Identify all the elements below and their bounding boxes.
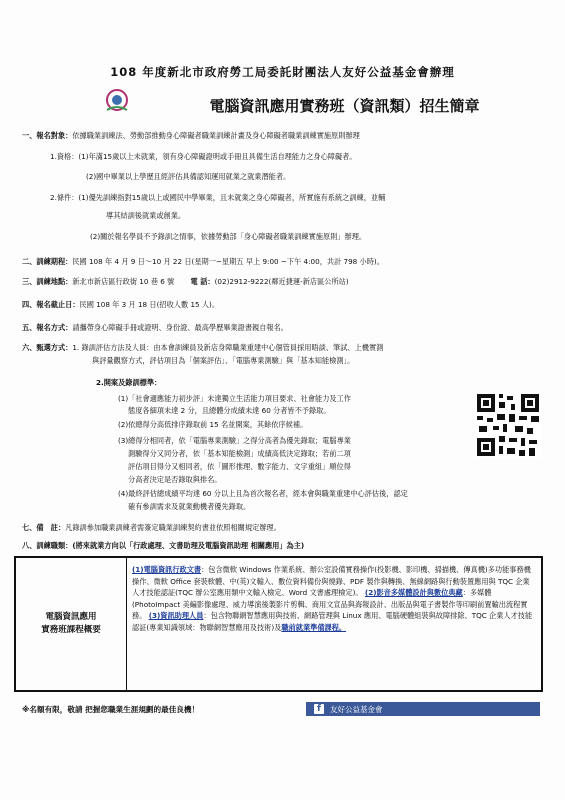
- section-schedule: [22, 256, 384, 267]
- section-selection: [22, 342, 383, 353]
- course-summary-content: [132, 564, 536, 633]
- page-title: 電腦資訊應用實務班（資訊類）招生簡章: [209, 97, 480, 115]
- course-summary-heading: [16, 558, 127, 690]
- section-label: 三、訓練地點：: [22, 277, 73, 286]
- section-registration: [22, 322, 288, 333]
- condition-1-cont: 導其結訓後就業或創業。: [106, 211, 186, 220]
- course-part-2-title: (2)影音多媒體設計與數位典藏: [364, 588, 463, 597]
- course-part-3-body: ：包含物聯網智慧應用與技術、網路管理與 Linux 應用、電腦硬體組裝與故障排除、TQC 企業人才技能認証(專業知識領域：物聯網智慧應用及技術)及: [132, 611, 533, 632]
- course-summary-table: [14, 556, 543, 692]
- selection-item-1-cont: 與評量觀察方式，評估項目為「個案評估」、「電腦專業測驗」與「基本知能檢測」。: [92, 356, 355, 365]
- section-text: 依據職業訓練法、勞動部推動身心障礙者職業訓練計畫及身心障礙者職業訓練實施原則辦理: [72, 131, 360, 140]
- section-location: [22, 276, 349, 287]
- qr-code-icon[interactable]: [475, 392, 541, 458]
- section-training-category: [22, 540, 304, 551]
- facebook-icon: f: [314, 704, 324, 714]
- section-label: 一、報名對象：: [22, 131, 73, 140]
- section-eligibility: [22, 130, 360, 141]
- course-part-1-body: ：包含微軟 Windows 作業系統、辦公室設備實務操作(投影機、影印機、掃描機、傳真機)多功能事務機操作、微軟 Office 套裝軟體、中(英)文輸入、數位資料備份與燒錄、PDF 製作與轉換、無線網路與行動裝置應用與 TQC 企業人才技能認証(TQC 辦公室應用類中文輸入檢定、Word 文書處理檢定)。: [132, 565, 531, 597]
- condition-1: 2.條件：(1)優先訓練指對15歲以上或國民中學畢業，且未就業之身心障礙者，所實施有系統之訓練，並輔: [50, 193, 386, 202]
- section-label: 四、報名截止日：: [22, 300, 80, 309]
- organizer-line: 108 年度新北市政府勞工局委託財團法人友好公益基金會辦理: [110, 65, 455, 79]
- selection-item-1: 1. 錄訓評估方法及人員：由本會訓練員及新店身障職業重建中心個管員採用晤談、筆試、上機實測: [72, 343, 384, 352]
- section-text: 民國 108 年 3 月 18 日(招收人數 15 人)。: [79, 300, 220, 309]
- criteria-3: (3)總得分相同者，依「電腦專業測驗」之得分高者為優先錄取；電腦專業: [118, 436, 351, 445]
- section-deadline: [22, 299, 219, 310]
- course-part-1-title: (1)電腦資訊行政文書: [132, 565, 202, 574]
- qualification-1: 1.資格：(1)年滿15歲以上未就業，領有身心障礙證明或手冊且具備生活自理能力之身心障礙者。: [50, 152, 357, 161]
- criteria-2: (2)依總得分高低排序錄取前 15 名並開案，其餘依序候補。: [118, 420, 308, 429]
- criteria-1: (1)「社會適應能力初步評」未達獨立生活能力項目要求、社會能力及工作: [118, 394, 351, 403]
- section-text: (將來就業方向以「行政處理、文書助理及電腦資訊助理 相關應用」為主): [72, 541, 305, 550]
- facebook-banner[interactable]: [306, 702, 540, 716]
- phone-number: (02)2912-9222(鄰近捷運-新店區公所站): [214, 277, 349, 286]
- course-summary-label: 實務班課程概要: [41, 625, 101, 635]
- course-part-3-tail: 職前就業準備課程。: [281, 622, 347, 632]
- criteria-3-cont-3: 分高者決定是否錄取與排名。: [128, 475, 222, 484]
- section-text: 請攜帶身心障礙手冊或證明、身份證、最高學歷畢業證書親自報名。: [72, 323, 288, 332]
- criteria-3-cont-2: 評估項目得分又相同者，依「圖形推理、數字能力、文字重組」順位得: [128, 462, 351, 471]
- section-note: [22, 522, 281, 533]
- criteria-3-cont-1: 測驗得分又同分者，依「基本知能檢測」成績高低決定錄取；若前二項: [128, 449, 351, 458]
- course-part-2-body: ：多媒體(PhotoImpact 美編影像處理、威力導演後製影片剪輯、商用文宣品與海報設計、出版品與電子書製作等印刷前置輸出流程實務。: [132, 588, 528, 620]
- condition-2: (2)關於報名學員不予錄訓之情事，依據勞動部「身心障礙者職業訓練實施原則」辦理。: [90, 232, 367, 241]
- criteria-4-cont: 確有參訓需求及就業動機者優先錄取。: [128, 502, 251, 511]
- course-part-3-title: (3)資訊助理人員: [148, 611, 204, 620]
- phone-label: 電 話：: [190, 277, 215, 286]
- criteria-4: (4)最終評估總成績平均達 60 分以上且為首次報名者，經本會與職業重建中心評估後，認定: [118, 489, 408, 498]
- section-label: 八、訓練職類：: [22, 541, 73, 550]
- qualification-2: (2)國中畢業以上學歷且經評估具備認知運用就業之就業潛能者。: [86, 172, 291, 181]
- section-label: 二、訓練期程：: [22, 257, 73, 266]
- course-name: 電腦資訊應用: [45, 612, 97, 622]
- section-text: 民國 108 年 4 月 9 日～10 月 22 日(星期一~星期五 早上 9:00 ~下午 4:00，共計 798 小時)。: [72, 257, 384, 266]
- footer-note: ※名額有限，敬請 把握您職業生涯規劃的最佳良機！: [22, 705, 200, 714]
- section-label: 六、甄選方式：: [22, 343, 73, 352]
- location-address: 新北市新店區行政街 10 巷 6 號: [72, 277, 175, 286]
- selection-item-2: 2.開案及錄訓標準：: [96, 378, 162, 387]
- facebook-page-name: 友好公益基金會: [330, 704, 383, 714]
- section-label: 五、報名方式：: [22, 323, 73, 332]
- section-text: 凡錄訓參加職業訓練者需簽定職業訓練契約書並依照相關規定辦理。: [65, 523, 281, 532]
- section-label: 七、備 註：: [22, 523, 66, 532]
- criteria-1-cont: 態度各細項未達 2 分，且總體分成績未達 60 分者皆不予錄取。: [128, 406, 331, 415]
